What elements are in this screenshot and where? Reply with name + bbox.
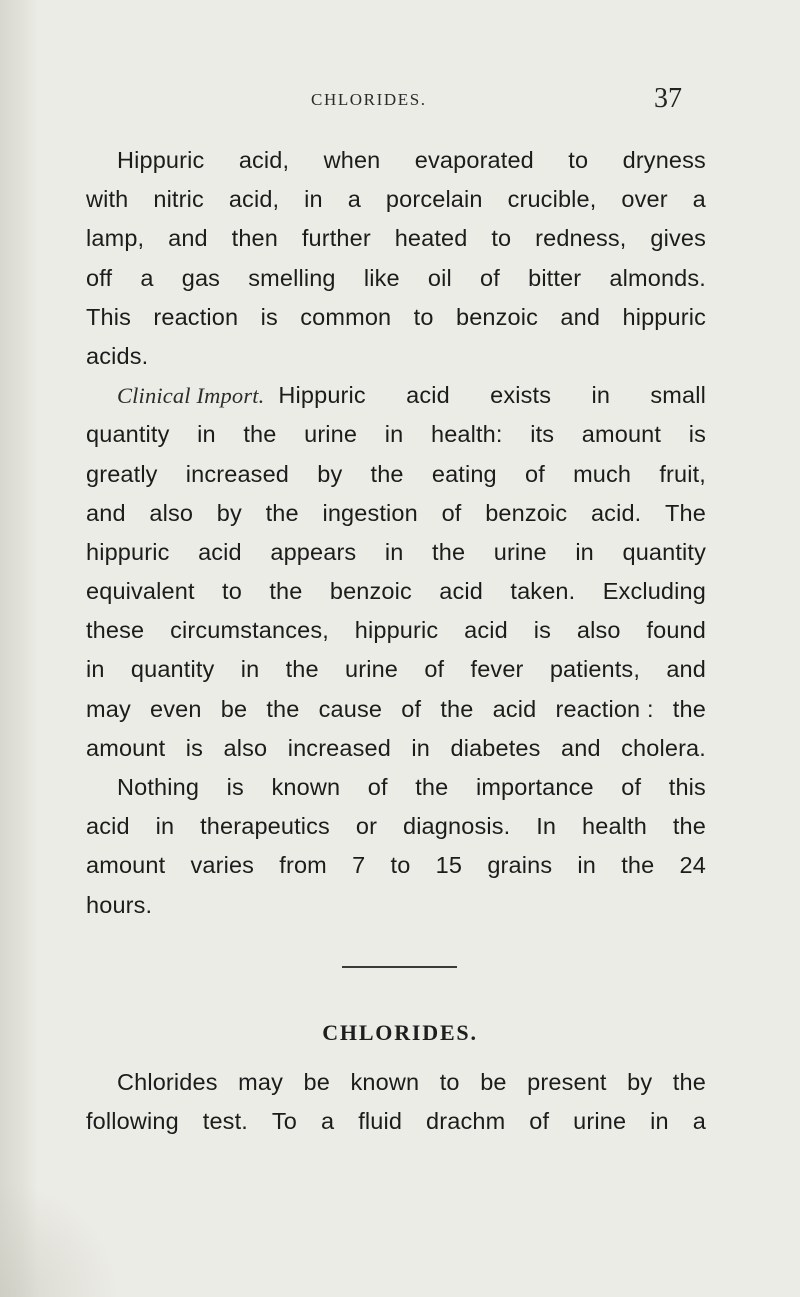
body-text [86,141,706,925]
word: amount [86,852,166,879]
word: is [260,303,278,330]
word: when [323,147,381,173]
word: amount [86,734,166,761]
word: even [150,695,202,722]
word: gives [650,225,706,252]
word: of [480,264,500,291]
word: quantity [86,421,170,448]
word: In [536,813,557,840]
word: the [415,774,449,800]
word: health [582,813,647,840]
word: common [300,303,392,330]
word: eating [431,460,497,487]
text-line [86,572,706,611]
word: be [480,1069,507,1095]
word: smelling [248,264,336,291]
word: a [692,1108,706,1135]
running-title: CHLORIDES. [311,90,427,109]
word: grains [487,852,553,879]
word: and [560,303,601,330]
word: is [688,421,706,448]
word: a [321,1108,335,1135]
word: varies [190,852,255,879]
word: hippuric [86,538,170,565]
text-line [86,298,706,337]
word: its [530,421,555,448]
word: the [672,695,706,722]
text-line [86,337,706,376]
word: of [401,695,422,722]
word: diagnosis. [402,813,511,840]
text-line [86,1063,706,1102]
word: Hippuric [278,382,366,409]
word: is [226,774,244,800]
text-line [86,219,706,258]
word: acid [439,578,484,605]
word: increased [185,460,290,487]
word: the [370,460,404,487]
word: these [86,617,145,644]
text-line [86,259,706,298]
word: redness, [535,225,627,252]
word: cause [318,695,383,722]
word: is [185,734,204,761]
word: to [568,147,589,173]
running-head [0,83,800,116]
word: oil [427,264,452,291]
word: and [168,225,208,252]
word: of [441,499,462,526]
word: acid [464,617,508,644]
word: greatly [86,460,158,487]
word: in [155,813,175,840]
word: in [591,382,611,409]
word: equivalent [86,578,195,605]
word: ingestion [322,499,418,526]
word: is [533,617,551,644]
word: therapeutics [200,813,330,840]
word: of [424,656,445,683]
word: drachm [426,1108,506,1135]
word: increased [287,734,391,761]
word: To [271,1108,298,1135]
word: to [439,1069,460,1095]
page-stain [0,1180,120,1297]
text-line [86,180,706,219]
word: acid [406,382,450,409]
word: may [238,1069,284,1095]
word: dryness [622,147,706,173]
word: fever [470,656,524,683]
word: urine [573,1108,627,1135]
word: almonds. [609,264,706,291]
word: this [668,774,706,800]
word: and [561,734,601,761]
word: acid. [590,499,642,526]
word: 15 [435,852,463,879]
word: a [692,186,706,213]
word: evaporated [414,147,534,173]
word: or [355,813,378,840]
word: the [243,421,277,448]
word: in [240,656,260,683]
word: be [220,695,248,722]
word: known [350,1069,420,1095]
word: off [86,264,113,291]
word: bitter [528,264,582,291]
word: importance [475,774,594,800]
word: to [222,578,242,605]
word: in [384,538,404,565]
text-line [86,886,706,925]
word: of [621,774,642,800]
text-line [86,768,706,807]
word: fruit, [659,460,706,487]
text-line [86,729,706,768]
word: in [575,538,594,565]
word: Excluding [602,578,706,605]
word: heated [394,225,468,252]
word: also [223,734,268,761]
text-line [86,611,706,650]
word: 7 [352,852,366,879]
word: by [317,460,343,487]
word: the [621,852,655,879]
section-divider-rule [342,966,457,968]
word: by [216,499,242,526]
word: nitric [153,186,204,213]
section-heading: CHLORIDES. [322,1020,478,1045]
word: The [665,499,706,526]
word: in [384,421,404,448]
word: and [86,499,126,526]
word: hippuric [354,617,439,644]
text-line [86,846,706,885]
word: quantity [622,538,706,565]
word: the [432,538,466,565]
italic-side-heading: Clinical Import. [117,383,265,409]
page-number: 37 [654,83,682,114]
word: with [86,186,129,213]
word: acids. [86,342,149,369]
word: 24 [679,852,706,879]
word: may [86,695,131,722]
word: from [279,852,327,879]
word: present [527,1069,607,1095]
word: lamp, [86,225,145,252]
word: reaction [153,303,239,330]
word: This [86,303,131,330]
word: a [140,264,154,291]
word: urine [493,538,547,565]
text-line [86,650,706,689]
word: be [303,1069,330,1095]
word: acid [492,695,537,722]
word: fluid [358,1108,403,1135]
word: Nothing [117,774,200,800]
word: like [363,264,400,291]
word: acid, [228,186,280,213]
word: the [265,499,299,526]
word: known [271,774,341,800]
word: urine [345,656,399,683]
word: the [285,656,319,683]
text-line [86,455,706,494]
word: in [197,421,216,448]
text-line [86,807,706,846]
word: in [86,656,105,683]
word: by [627,1069,653,1095]
word: further [301,225,371,252]
word: of [524,460,545,487]
word: acid [198,538,242,565]
word: patients, [549,656,641,683]
text-line [86,141,706,180]
word: in [304,186,323,213]
word: to [413,303,434,330]
word: Hippuric [117,147,205,173]
word: the [672,1069,706,1095]
word: health: [430,421,503,448]
word: found [646,617,706,644]
section-body-text [86,1063,706,1141]
text-line [86,533,706,572]
word: Chlorides [117,1069,218,1095]
word: of [367,774,388,800]
word: the [440,695,474,722]
text-line [86,415,706,454]
word: porcelain [385,186,483,213]
word: and [666,656,706,683]
word: the [672,813,706,840]
word: in [650,1108,669,1135]
word: quantity [130,656,215,683]
word: in [411,734,431,761]
word: the [269,578,303,605]
word: the [266,695,300,722]
word: of [529,1108,550,1135]
word: much [573,460,632,487]
word: following [86,1108,179,1135]
word: small [650,382,706,409]
text-line [86,376,706,415]
word: also [576,617,621,644]
word: appears [270,538,357,565]
word: benzoic [455,303,539,330]
text-line [86,494,706,533]
word: amount [581,421,662,448]
word: crucible, [507,186,597,213]
word: benzoic [329,578,412,605]
word: test. [202,1108,248,1135]
word: gas [181,264,221,291]
word: a [347,186,361,213]
word: taken. [510,578,576,605]
word: exists [490,382,552,409]
word: in [577,852,597,879]
word: hippuric [622,303,706,330]
word: to [390,852,411,879]
word: circumstances, [170,617,329,644]
word: acid, [238,147,290,173]
word: benzoic [485,499,568,526]
word: hours. [86,891,153,918]
word: over [621,186,668,213]
word: reaction : [555,695,654,722]
word: urine [304,421,358,448]
line-remainder [278,376,706,415]
word: also [149,499,194,526]
word: acid [86,813,130,840]
word: then [231,225,278,252]
page-gutter-shading [0,0,38,1297]
text-line [86,690,706,729]
text-line [86,1102,706,1141]
word: to [491,225,512,252]
word: diabetes [450,734,541,761]
word: cholera. [621,734,706,761]
